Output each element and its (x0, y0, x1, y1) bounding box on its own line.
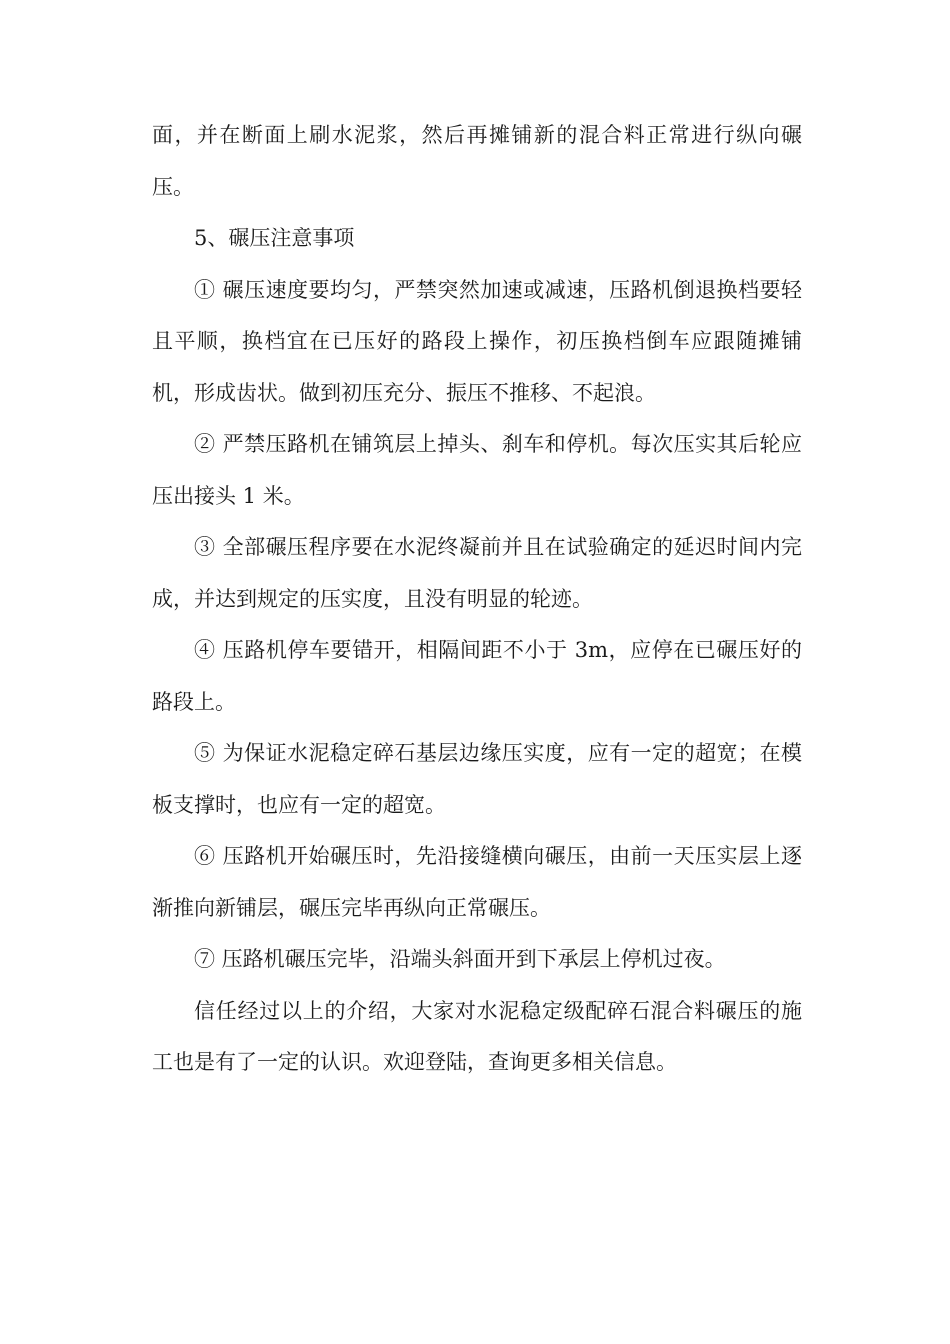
section-heading: 5、碾压注意事项 (194, 226, 355, 250)
list-item-6: ⑥ 压路机开始碾压时，先沿接缝横向碾压，由前一天压实层上逐渐推向新铺层，碾压完毕再纵向正常碾压。 (152, 844, 802, 920)
list-item-4: ④ 压路机停车要错开，相隔间距不小于 3m，应停在已碾压好的路段上。 (152, 638, 802, 714)
list-item-2: ② 严禁压路机在铺筑层上掉头、刹车和停机。每次压实其后轮应压出接头 1 米。 (152, 432, 802, 508)
document-body (152, 110, 802, 1089)
list-item-7: ⑦ 压路机碾压完毕，沿端头斜面开到下承层上停机过夜。 (194, 947, 726, 971)
list-item-1: ① 碾压速度要均匀，严禁突然加速或减速，压路机倒退换档要轻且平顺，换档宜在已压好的路段上操作，初压换档倒车应跟随摊铺机，形成齿状。做到初压充分、振压不推移、不起浪。 (152, 277, 802, 405)
closing-paragraph: 信任经过以上的介绍，大家对水泥稳定级配碎石混合料碾压的施工也是有了一定的认识。欢迎登陆，查询更多相关信息。 (152, 998, 802, 1074)
list-item-5: ⑤ 为保证水泥稳定碎石基层边缘压实度，应有一定的超宽；在模板支撑时，也应有一定的超宽。 (152, 741, 802, 817)
list-item-3: ③ 全部碾压程序要在水泥终凝前并且在试验确定的延迟时间内完成，并达到规定的压实度，且没有明显的轮迹。 (152, 535, 802, 611)
paragraph-continuation: 面，并在断面上刷水泥浆，然后再摊铺新的混合料正常进行纵向碾压。 (152, 123, 802, 199)
